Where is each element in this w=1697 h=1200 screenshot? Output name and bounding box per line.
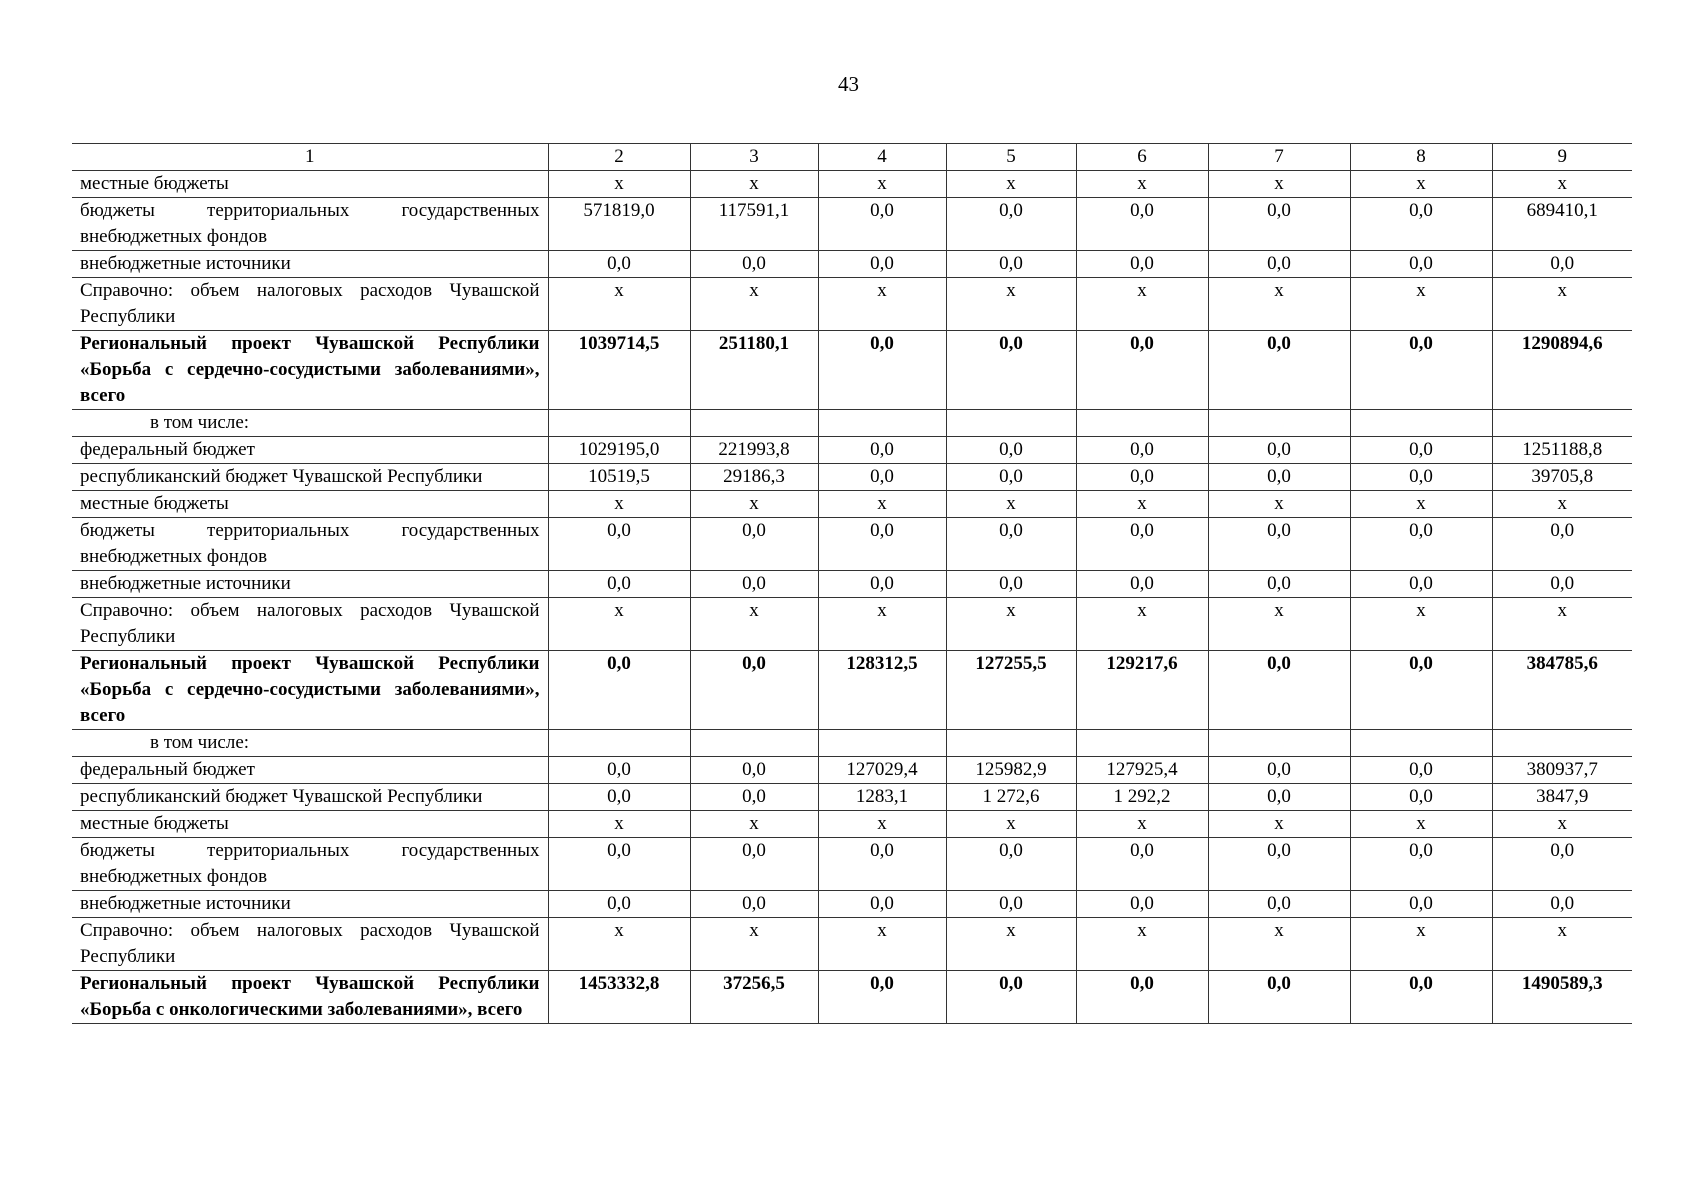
cell-value: 1 272,6 — [946, 784, 1076, 811]
row-label: местные бюджеты — [72, 811, 548, 838]
cell-value: x — [690, 171, 818, 198]
cell-value: x — [946, 918, 1076, 971]
cell-value: 0,0 — [818, 971, 946, 1024]
row-label: федеральный бюджет — [72, 437, 548, 464]
table-row — [72, 571, 1632, 598]
cell-value: 0,0 — [690, 891, 818, 918]
cell-value: x — [1350, 811, 1492, 838]
cell-value: 0,0 — [1208, 971, 1350, 1024]
row-label: в том числе: — [72, 410, 548, 437]
cell-value: 0,0 — [946, 437, 1076, 464]
cell-value: 0,0 — [548, 518, 690, 571]
cell-value: 0,0 — [1350, 251, 1492, 278]
row-label: Справочно: объем налоговых расходов Чувашской Республики — [72, 278, 548, 331]
cell-value: 0,0 — [818, 838, 946, 891]
cell-value: x — [690, 598, 818, 651]
cell-value: 0,0 — [1350, 571, 1492, 598]
cell-value: 0,0 — [818, 464, 946, 491]
cell-value: 1 292,2 — [1076, 784, 1208, 811]
cell-value: 127255,5 — [946, 651, 1076, 730]
cell-value: 1490589,3 — [1492, 971, 1632, 1024]
cell-value: 0,0 — [1208, 571, 1350, 598]
row-label: местные бюджеты — [72, 491, 548, 518]
cell-value: 0,0 — [1076, 971, 1208, 1024]
cell-value: 0,0 — [818, 891, 946, 918]
cell-value: 0,0 — [1076, 251, 1208, 278]
cell-value: 3847,9 — [1492, 784, 1632, 811]
table-row — [72, 464, 1632, 491]
cell-value: 0,0 — [1350, 757, 1492, 784]
cell-value: x — [548, 811, 690, 838]
cell-value: 0,0 — [1492, 891, 1632, 918]
cell-value: x — [946, 811, 1076, 838]
cell-value: x — [1076, 171, 1208, 198]
cell-value: x — [1492, 171, 1632, 198]
table-row — [72, 437, 1632, 464]
cell-value: x — [1208, 918, 1350, 971]
cell-value: 0,0 — [1350, 464, 1492, 491]
cell-value: x — [1350, 918, 1492, 971]
cell-value — [548, 730, 690, 757]
cell-value: 0,0 — [1208, 198, 1350, 251]
cell-value: 1029195,0 — [548, 437, 690, 464]
cell-value: 0,0 — [1076, 571, 1208, 598]
cell-value: 1290894,6 — [1492, 331, 1632, 410]
cell-value: 0,0 — [818, 571, 946, 598]
table-row — [72, 891, 1632, 918]
cell-value: x — [690, 278, 818, 331]
cell-value: 0,0 — [946, 971, 1076, 1024]
cell-value: 39705,8 — [1492, 464, 1632, 491]
cell-value — [1350, 730, 1492, 757]
cell-value: 0,0 — [548, 838, 690, 891]
cell-value: x — [946, 171, 1076, 198]
cell-value — [1492, 730, 1632, 757]
cell-value — [1492, 410, 1632, 437]
cell-value: 0,0 — [1350, 838, 1492, 891]
cell-value: x — [946, 278, 1076, 331]
cell-value: x — [1076, 491, 1208, 518]
cell-value: 0,0 — [1350, 331, 1492, 410]
cell-value — [1208, 730, 1350, 757]
cell-value: 0,0 — [548, 571, 690, 598]
cell-value: x — [946, 598, 1076, 651]
cell-value: 0,0 — [1208, 331, 1350, 410]
cell-value: 10519,5 — [548, 464, 690, 491]
cell-value: x — [1208, 171, 1350, 198]
cell-value: x — [1492, 491, 1632, 518]
cell-value: x — [1076, 918, 1208, 971]
row-label: внебюджетные источники — [72, 571, 548, 598]
cell-value: 0,0 — [548, 784, 690, 811]
row-label: республиканский бюджет Чувашской Республики — [72, 464, 548, 491]
column-number: 3 — [690, 144, 818, 171]
cell-value: x — [1492, 811, 1632, 838]
cell-value: 0,0 — [818, 251, 946, 278]
cell-value: x — [1350, 598, 1492, 651]
cell-value: 0,0 — [548, 651, 690, 730]
cell-value: 0,0 — [1076, 838, 1208, 891]
table-row — [72, 198, 1632, 251]
table-row — [72, 331, 1632, 410]
column-number: 1 — [72, 144, 548, 171]
cell-value: x — [818, 491, 946, 518]
cell-value: 0,0 — [1350, 198, 1492, 251]
cell-value: 0,0 — [1076, 891, 1208, 918]
table-row — [72, 171, 1632, 198]
cell-value — [818, 410, 946, 437]
table-header-row — [72, 144, 1632, 171]
cell-value: x — [1208, 598, 1350, 651]
column-number: 9 — [1492, 144, 1632, 171]
column-number: 5 — [946, 144, 1076, 171]
cell-value: 0,0 — [1492, 518, 1632, 571]
row-label: бюджеты территориальных государственных внебюджетных фондов — [72, 518, 548, 571]
row-label: местные бюджеты — [72, 171, 548, 198]
cell-value: x — [1350, 278, 1492, 331]
cell-value: 0,0 — [1208, 757, 1350, 784]
cell-value: 127029,4 — [818, 757, 946, 784]
cell-value: 0,0 — [1208, 518, 1350, 571]
row-label: Региональный проект Чувашской Республики «Борьба с онкологическими заболеваниями», всего — [72, 971, 548, 1024]
cell-value: 0,0 — [818, 518, 946, 571]
cell-value: 0,0 — [818, 198, 946, 251]
table-row — [72, 838, 1632, 891]
cell-value: 0,0 — [1492, 571, 1632, 598]
cell-value: x — [818, 918, 946, 971]
cell-value: 0,0 — [690, 784, 818, 811]
table-row — [72, 410, 1632, 437]
budget-table — [72, 143, 1632, 1024]
table-row — [72, 971, 1632, 1024]
table-row — [72, 918, 1632, 971]
cell-value: 1283,1 — [818, 784, 946, 811]
cell-value: 0,0 — [690, 571, 818, 598]
cell-value: 0,0 — [1076, 198, 1208, 251]
cell-value: x — [690, 811, 818, 838]
cell-value: 0,0 — [946, 464, 1076, 491]
cell-value: 689410,1 — [1492, 198, 1632, 251]
cell-value: 0,0 — [1076, 518, 1208, 571]
cell-value: x — [548, 918, 690, 971]
cell-value: x — [1492, 598, 1632, 651]
cell-value: x — [548, 278, 690, 331]
cell-value: 0,0 — [1208, 784, 1350, 811]
table-row — [72, 491, 1632, 518]
cell-value: x — [818, 171, 946, 198]
cell-value — [946, 410, 1076, 437]
cell-value: x — [1208, 491, 1350, 518]
cell-value: 125982,9 — [946, 757, 1076, 784]
cell-value: 0,0 — [818, 437, 946, 464]
cell-value: x — [1076, 811, 1208, 838]
page-number: 43 — [838, 72, 859, 96]
cell-value: 0,0 — [1208, 464, 1350, 491]
cell-value: 1039714,5 — [548, 331, 690, 410]
cell-value: 0,0 — [548, 757, 690, 784]
cell-value — [1208, 410, 1350, 437]
cell-value: 0,0 — [690, 838, 818, 891]
row-label: Региональный проект Чувашской Республики «Борьба с сердечно-сосудистыми заболеваниями», всего — [72, 331, 548, 410]
column-number: 6 — [1076, 144, 1208, 171]
cell-value: 0,0 — [1208, 437, 1350, 464]
row-label: в том числе: — [72, 730, 548, 757]
cell-value: 0,0 — [1492, 251, 1632, 278]
row-label: внебюджетные источники — [72, 891, 548, 918]
cell-value: x — [548, 491, 690, 518]
cell-value: 221993,8 — [690, 437, 818, 464]
cell-value — [818, 730, 946, 757]
cell-value: 29186,3 — [690, 464, 818, 491]
cell-value: 0,0 — [1350, 437, 1492, 464]
cell-value: x — [548, 598, 690, 651]
cell-value: 129217,6 — [1076, 651, 1208, 730]
cell-value: 0,0 — [1076, 437, 1208, 464]
cell-value: x — [548, 171, 690, 198]
cell-value: x — [1350, 491, 1492, 518]
cell-value: x — [1492, 278, 1632, 331]
cell-value: 0,0 — [1350, 971, 1492, 1024]
cell-value: 0,0 — [946, 891, 1076, 918]
cell-value: 0,0 — [548, 891, 690, 918]
table-row — [72, 784, 1632, 811]
row-label: бюджеты территориальных государственных внебюджетных фондов — [72, 838, 548, 891]
column-number: 4 — [818, 144, 946, 171]
row-label: Справочно: объем налоговых расходов Чувашской Республики — [72, 598, 548, 651]
column-number: 7 — [1208, 144, 1350, 171]
column-number: 8 — [1350, 144, 1492, 171]
cell-value: x — [1076, 598, 1208, 651]
cell-value: 0,0 — [946, 838, 1076, 891]
cell-value: 0,0 — [1350, 784, 1492, 811]
cell-value: 0,0 — [548, 251, 690, 278]
cell-value: x — [818, 811, 946, 838]
cell-value: x — [946, 491, 1076, 518]
cell-value: 0,0 — [1350, 891, 1492, 918]
cell-value: 251180,1 — [690, 331, 818, 410]
cell-value: 0,0 — [1350, 651, 1492, 730]
row-label: республиканский бюджет Чувашской Республики — [72, 784, 548, 811]
cell-value: 0,0 — [1208, 891, 1350, 918]
table-row — [72, 811, 1632, 838]
cell-value: 0,0 — [1076, 331, 1208, 410]
cell-value: 0,0 — [1492, 838, 1632, 891]
table-row — [72, 598, 1632, 651]
cell-value: x — [1208, 278, 1350, 331]
table-row — [72, 251, 1632, 278]
cell-value — [946, 730, 1076, 757]
cell-value: 0,0 — [1208, 251, 1350, 278]
cell-value: 37256,5 — [690, 971, 818, 1024]
cell-value — [1076, 730, 1208, 757]
row-label: федеральный бюджет — [72, 757, 548, 784]
cell-value: 1453332,8 — [548, 971, 690, 1024]
cell-value: 0,0 — [1076, 464, 1208, 491]
cell-value: x — [818, 278, 946, 331]
cell-value: x — [1350, 171, 1492, 198]
cell-value: 384785,6 — [1492, 651, 1632, 730]
cell-value: x — [690, 918, 818, 971]
cell-value: 117591,1 — [690, 198, 818, 251]
table-row — [72, 651, 1632, 730]
cell-value: 0,0 — [690, 251, 818, 278]
row-label: внебюджетные источники — [72, 251, 548, 278]
table-row — [72, 278, 1632, 331]
cell-value: 0,0 — [818, 331, 946, 410]
cell-value: 0,0 — [946, 518, 1076, 571]
cell-value: 0,0 — [1208, 651, 1350, 730]
cell-value — [1076, 410, 1208, 437]
cell-value: x — [690, 491, 818, 518]
cell-value: 0,0 — [946, 251, 1076, 278]
cell-value: 0,0 — [946, 331, 1076, 410]
row-label: бюджеты территориальных государственных внебюджетных фондов — [72, 198, 548, 251]
cell-value: 571819,0 — [548, 198, 690, 251]
cell-value: 0,0 — [946, 198, 1076, 251]
cell-value: x — [1492, 918, 1632, 971]
cell-value: 0,0 — [1350, 518, 1492, 571]
cell-value: 0,0 — [690, 518, 818, 571]
cell-value: 0,0 — [690, 651, 818, 730]
cell-value: x — [818, 598, 946, 651]
cell-value: 380937,7 — [1492, 757, 1632, 784]
cell-value — [690, 730, 818, 757]
cell-value — [548, 410, 690, 437]
cell-value: x — [1076, 278, 1208, 331]
cell-value — [690, 410, 818, 437]
cell-value — [1350, 410, 1492, 437]
cell-value: 128312,5 — [818, 651, 946, 730]
cell-value: 1251188,8 — [1492, 437, 1632, 464]
table-row — [72, 518, 1632, 571]
row-label: Справочно: объем налоговых расходов Чувашской Республики — [72, 918, 548, 971]
cell-value: 127925,4 — [1076, 757, 1208, 784]
table-row — [72, 757, 1632, 784]
table-row — [72, 730, 1632, 757]
cell-value: 0,0 — [1208, 838, 1350, 891]
cell-value: 0,0 — [690, 757, 818, 784]
column-number: 2 — [548, 144, 690, 171]
row-label: Региональный проект Чувашской Республики «Борьба с сердечно-сосудистыми заболеваниями», всего — [72, 651, 548, 730]
cell-value: x — [1208, 811, 1350, 838]
cell-value: 0,0 — [946, 571, 1076, 598]
